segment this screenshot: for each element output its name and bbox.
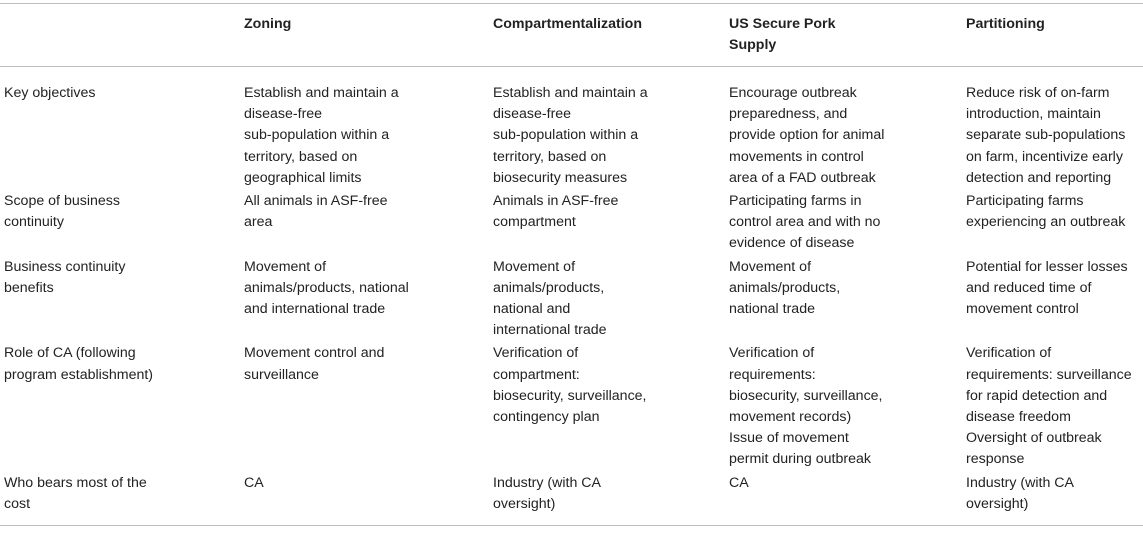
header-line: Supply [729,37,777,53]
cell-line: preparedness, and [729,106,848,123]
cell-line: experiencing an outbreak [966,214,1126,231]
table-body [0,67,1143,526]
cell-line: detection and reporting [966,169,1112,186]
row-label-line: program establishment) [4,366,154,383]
header-cell-compartmentalization: Compartmentalization [489,4,725,67]
cell-line: Reduce risk of on-farm [966,85,1110,101]
cell-line: territory, based on [244,148,358,165]
cell-line: and reduced time of [966,279,1092,296]
row-label-scope-of-business-continuity [0,191,240,257]
comparison-table [0,3,1143,526]
cell-line: for rapid detection and [966,387,1108,404]
cell-line: compartment: [493,366,580,383]
cell-line: Participating farms in [729,193,862,210]
cell-who-bears-cost-us-secure-pork-supply [725,473,962,526]
cell-line: evidence of disease [729,235,855,252]
row-label-line: Scope of business [4,193,120,210]
cell-line: control area and with no [729,214,881,231]
table-row-role-of-ca [0,343,1143,472]
cell-line: CA [729,474,749,491]
row-label-line: Who bears most of the [4,474,147,491]
cell-line: Movement control and [244,345,385,362]
table-header [0,4,1143,67]
cell-line: oversight) [493,495,556,512]
cell-line: movement control [966,301,1079,318]
cell-line: international trade [493,322,607,339]
cell-line: All animals in ASF-free [244,193,388,210]
cell-line: sub-population within a [244,127,390,144]
row-label-who-bears-cost [0,473,240,526]
table-row-key-objectives [0,67,1143,192]
cell-scope-of-business-continuity-us-secure-pork-supply [725,191,962,257]
row-label-line: Key objectives [4,85,96,101]
cell-line: Movement of [493,258,576,275]
cell-line: Verification of [493,345,579,362]
cell-role-of-ca-partitioning [962,343,1143,472]
cell-line: disease-free [493,106,572,123]
cell-line: oversight) [966,495,1029,512]
cell-line: Issue of movement [729,430,849,447]
cell-line: movements in control [729,148,864,165]
cell-line: and international trade [244,301,386,318]
cell-line: area of a FAD outbreak [729,169,876,186]
cell-business-continuity-benefits-us-secure-pork-supply [725,257,962,344]
cell-line: requirements: [729,366,816,383]
row-label-key-objectives [0,67,240,192]
cell-line: disease-free [244,106,323,123]
cell-line: Industry (with CA [966,474,1075,491]
row-label-line: cost [4,495,31,512]
cell-line: geographical limits [244,169,362,186]
cell-line: separate sub-populations [966,127,1126,144]
cell-line: animals/products, [493,279,605,296]
row-label-line: Business continuity [4,258,126,275]
cell-line: Establish and maintain a [493,85,648,101]
cell-line: biosecurity, surveillance, [493,387,647,404]
cell-line: animals/products, [729,279,841,296]
header-cell-zoning: Zoning [240,4,489,67]
row-label-line: continuity [4,214,64,231]
cell-key-objectives-compartmentalization [489,67,725,192]
cell-line: animals/products, national [244,279,409,296]
cell-business-continuity-benefits-compartmentalization [489,257,725,344]
cell-line: Encourage outbreak [729,85,857,101]
cell-scope-of-business-continuity-partitioning [962,191,1143,257]
cell-line: territory, based on [493,148,607,165]
cell-line: Movement of [244,258,327,275]
cell-role-of-ca-us-secure-pork-supply [725,343,962,472]
row-label-line: Role of CA (following [4,345,136,362]
cell-line: permit during outbreak [729,451,871,468]
cell-line: national and [493,301,571,318]
table-row-scope-of-business-continuity [0,191,1143,257]
cell-line: Movement of [729,258,812,275]
cell-who-bears-cost-zoning [240,473,489,526]
cell-line: requirements: surveillance [966,366,1132,383]
row-label-role-of-ca [0,343,240,472]
cell-line: Verification of [966,345,1052,362]
cell-line: Verification of [729,345,815,362]
header-cell-empty [0,4,240,67]
cell-line: disease freedom [966,409,1071,426]
cell-line: biosecurity measures [493,169,628,186]
cell-who-bears-cost-partitioning [962,473,1143,526]
cell-scope-of-business-continuity-zoning [240,191,489,257]
cell-line: surveillance [244,366,319,383]
cell-line: contingency plan [493,409,600,426]
cell-line: response [966,451,1025,468]
row-label-business-continuity-benefits [0,257,240,344]
cell-business-continuity-benefits-zoning [240,257,489,344]
cell-line: movement records) [729,409,852,426]
cell-line: Potential for lesser losses [966,258,1128,275]
header-cell-partitioning: Partitioning [962,4,1143,67]
header-cell-us-secure-pork-supply [725,4,962,67]
cell-line: introduction, maintain [966,106,1101,123]
cell-line: on farm, incentivize early [966,148,1123,165]
cell-line: Establish and maintain a [244,85,399,101]
cell-line: Animals in ASF-free [493,193,619,210]
header-line: US Secure Pork [729,16,836,32]
cell-line: national trade [729,301,815,318]
cell-line: sub-population within a [493,127,639,144]
cell-line: Industry (with CA [493,474,602,491]
cell-line: Oversight of outbreak [966,430,1102,447]
table-row-business-continuity-benefits [0,257,1143,344]
cell-who-bears-cost-compartmentalization [489,473,725,526]
cell-key-objectives-zoning [240,67,489,192]
cell-business-continuity-benefits-partitioning [962,257,1143,344]
header-row [0,4,1143,67]
cell-line: area [244,214,273,231]
cell-scope-of-business-continuity-compartmentalization [489,191,725,257]
cell-line: Participating farms [966,193,1084,210]
cell-role-of-ca-compartmentalization [489,343,725,472]
cell-role-of-ca-zoning [240,343,489,472]
table-row-who-bears-cost [0,473,1143,526]
cell-line: CA [244,474,264,491]
cell-key-objectives-us-secure-pork-supply [725,67,962,192]
cell-line: compartment [493,214,576,231]
cell-line: provide option for animal [729,127,885,144]
cell-line: biosecurity, surveillance, [729,387,883,404]
row-label-line: benefits [4,279,54,296]
cell-key-objectives-partitioning [962,67,1143,192]
